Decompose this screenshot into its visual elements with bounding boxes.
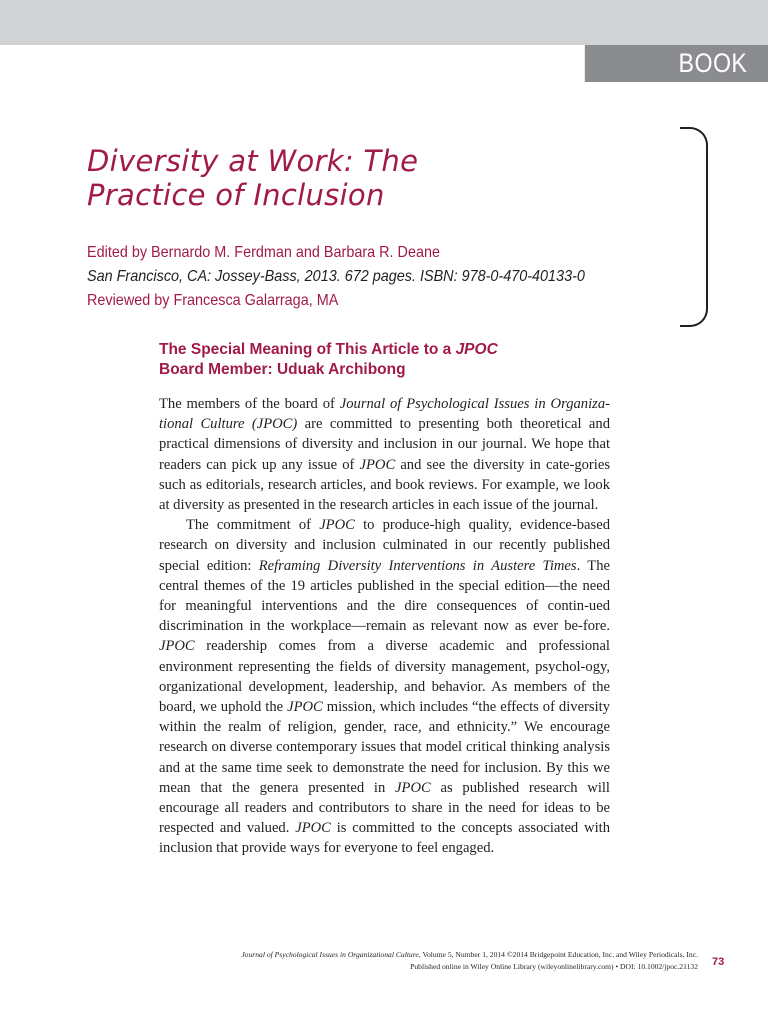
section-label: BOOK REVIEW <box>585 45 768 82</box>
section-heading: The Special Meaning of This Article to a JPOC Board Member: Uduak Archibong <box>159 341 498 378</box>
book-title <box>87 144 647 212</box>
header-band <box>0 0 768 45</box>
publication-line: San Francisco, CA: Jossey-Bass, 2013. 672 pages. ISBN: 978-0-470-40133-0 <box>87 268 585 285</box>
book-meta <box>87 241 645 313</box>
page-footer <box>180 949 698 973</box>
title-line-1: Diversity at Work: The <box>87 144 419 178</box>
footer-citation: Journal of Psychological Issues in Organizational Culture, Volume 5, Number 1, 2014 ©2014 Bridgepoint Education, Inc. and Wiley Periodicals, Inc. <box>241 950 698 959</box>
footer-doi: Published online in Wiley Online Library (wileyonlinelibrary.com) • DOI: 10.1002/jpoc.21132 <box>410 962 698 971</box>
decorative-bracket <box>680 127 708 327</box>
paragraph-2: The commitment of JPOC to produce-high quality, evidence-based research on diversity and inclusion culminated in our recently published special edition: Reframing Diversity Interventions in Austere Times. The central themes of the 19 articles published in the special edition—the need for meaningful interventions and the dire consequences of contin-ued discrimination in the workplace—remain as relevant now as ever be-fore. JPOC readership comes from a diverse academic and professional environment representing the fields of diversity management, psychol-ogy, organizational development, leadership, and behavior. As members of the board, we uphold the JPOC mission, which includes “the effects of diversity within the realm of religion, gender, race, and ethnicity.” We encourage research on diverse contemporary issues that model critical thinking analysis and at the same time seek to demonstrate the need for inclusion. By this we mean that the genera presented in JPOC as published research will encourage all readers and contributors to share in the need for ideas to be respected and valued. JPOC is committed to the concepts associated with inclusion that provide ways for everyone to feel engaged. <box>159 517 611 857</box>
reviewer-line: Reviewed by Francesca Galarraga, MA <box>87 292 339 309</box>
title-line-2: Practice of Inclusion <box>87 178 385 212</box>
editors-line: Edited by Bernardo M. Ferdman and Barbara R. Deane <box>87 244 440 261</box>
paragraph-1: The members of the board of Journal of Psychological Issues in Organiza-tional Culture (JPOC) are committed to presenting both theoretical and practical dimensions of diversity and inclusion in our journal. We hope that readers can pick up any issue of JPOC and see the diversity in cate-gories such as editorials, research articles, and book reviews. For example, we look at diversity as presented in the research articles in each issue of the journal. <box>159 396 611 514</box>
article-body <box>159 340 610 859</box>
page-number: 73 <box>712 956 725 968</box>
